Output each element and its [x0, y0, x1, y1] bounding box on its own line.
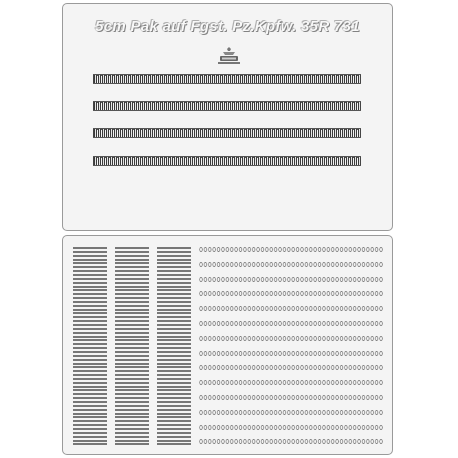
track-link-row [199, 262, 383, 267]
grouser-bar [73, 278, 107, 280]
grouser-bar [115, 339, 149, 341]
grouser-bar [115, 278, 149, 280]
track-link-row [199, 351, 383, 356]
grouser-bar [73, 305, 107, 307]
grouser-bar [157, 355, 191, 357]
grouser-bar [157, 289, 191, 291]
grouser-bar [157, 251, 191, 253]
grouser-bar [73, 282, 107, 284]
grouser-bar [115, 293, 149, 295]
track-link-row [199, 395, 383, 400]
track-link-row [199, 291, 383, 296]
grouser-bar [157, 301, 191, 303]
publisher-logo-icon [214, 46, 244, 66]
grouser-bar [115, 432, 149, 434]
grouser-bar [73, 343, 107, 345]
grouser-bar [115, 382, 149, 384]
grouser-bar [115, 274, 149, 276]
grouser-bar [157, 293, 191, 295]
grouser-bar [73, 405, 107, 407]
grouser-bar [115, 370, 149, 372]
grouser-bar [115, 378, 149, 380]
grouser-bar [115, 393, 149, 395]
grouser-bar [157, 247, 191, 249]
grouser-bar [73, 397, 107, 399]
track-link-row [199, 321, 383, 326]
grouser-bar [73, 424, 107, 426]
grouser-bar [73, 378, 107, 380]
grouser-bar [157, 278, 191, 280]
grouser-bar [73, 309, 107, 311]
grouser-bar [73, 274, 107, 276]
grouser-bar [115, 282, 149, 284]
track-link-row [199, 439, 383, 444]
grouser-bar [73, 382, 107, 384]
grouser-bar [73, 339, 107, 341]
grouser-bar [157, 343, 191, 345]
grouser-bar [115, 301, 149, 303]
grouser-bar [115, 286, 149, 288]
grouser-bar [157, 320, 191, 322]
track-strip [93, 74, 361, 84]
grouser-bar [73, 301, 107, 303]
grouser-bar [157, 389, 191, 391]
grouser-bar [115, 255, 149, 257]
grouser-bar [73, 389, 107, 391]
grouser-bar [115, 320, 149, 322]
track-link-row [199, 247, 383, 252]
grouser-bar [115, 355, 149, 357]
grouser-bar [115, 386, 149, 388]
grouser-bar [115, 359, 149, 361]
grouser-bar [115, 312, 149, 314]
grouser-bar [115, 305, 149, 307]
grouser-bar-grid [73, 247, 193, 447]
grouser-bar [157, 382, 191, 384]
grouser-bar [115, 266, 149, 268]
grouser-bar [157, 305, 191, 307]
grouser-bar [115, 409, 149, 411]
grouser-bar [157, 282, 191, 284]
grouser-bar [157, 351, 191, 353]
grouser-bar [115, 351, 149, 353]
grouser-bar [157, 424, 191, 426]
grouser-bar [157, 378, 191, 380]
grouser-bar [73, 332, 107, 334]
track-link-row [199, 425, 383, 430]
grouser-bar [73, 370, 107, 372]
grouser-bar [115, 343, 149, 345]
grouser-bar [73, 363, 107, 365]
grouser-bar [157, 386, 191, 388]
grouser-bar [157, 324, 191, 326]
grouser-bar [73, 413, 107, 415]
grouser-bar [115, 416, 149, 418]
track-link-row [199, 277, 383, 282]
grouser-bar [73, 320, 107, 322]
grouser-bar [73, 297, 107, 299]
grouser-bar [115, 397, 149, 399]
grouser-bar [73, 328, 107, 330]
grouser-bar [157, 339, 191, 341]
track-link-row [199, 380, 383, 385]
grouser-bar [157, 363, 191, 365]
grouser-bar [157, 347, 191, 349]
grouser-bar [157, 312, 191, 314]
grouser-bar [157, 405, 191, 407]
grouser-bar [157, 409, 191, 411]
grouser-bar [73, 351, 107, 353]
lower-fret-sheet [62, 235, 393, 455]
grouser-bar [157, 270, 191, 272]
grouser-bar [73, 440, 107, 442]
grouser-bar [157, 297, 191, 299]
grouser-bar [115, 374, 149, 376]
grouser-bar [115, 328, 149, 330]
grouser-bar [157, 370, 191, 372]
grouser-bar [157, 336, 191, 338]
grouser-bar [115, 262, 149, 264]
grouser-bar [157, 366, 191, 368]
grouser-bar [157, 401, 191, 403]
grouser-bar [157, 393, 191, 395]
grouser-bar [157, 332, 191, 334]
grouser-bar [157, 359, 191, 361]
grouser-bar [115, 413, 149, 415]
grouser-bar [115, 389, 149, 391]
grouser-bar [157, 397, 191, 399]
grouser-bar [157, 374, 191, 376]
grouser-bar [73, 432, 107, 434]
grouser-bar [157, 428, 191, 430]
grouser-bar [157, 328, 191, 330]
grouser-bar [73, 247, 107, 249]
grouser-bar [157, 316, 191, 318]
grouser-bar [115, 289, 149, 291]
grouser-bar [115, 443, 149, 445]
grouser-bar [115, 332, 149, 334]
upper-fret-sheet [62, 3, 393, 231]
grouser-bar [73, 366, 107, 368]
grouser-bar [115, 309, 149, 311]
grouser-bar [115, 363, 149, 365]
grouser-bar [73, 443, 107, 445]
grouser-bar [115, 436, 149, 438]
track-strip [93, 156, 361, 166]
track-link-row [199, 336, 383, 341]
grouser-bar [157, 262, 191, 264]
grouser-bar [73, 386, 107, 388]
grouser-bar [115, 366, 149, 368]
grouser-bar [73, 374, 107, 376]
grouser-bar [73, 312, 107, 314]
grouser-bar [73, 355, 107, 357]
track-strip [93, 101, 361, 111]
grouser-bar [157, 432, 191, 434]
grouser-bar [73, 270, 107, 272]
grouser-bar [115, 247, 149, 249]
grouser-bar [115, 440, 149, 442]
grouser-bar [73, 401, 107, 403]
sheet-title: 5cm Pak auf Fgst. Pz.Kpfw. 35R 731 [95, 18, 360, 35]
grouser-bar [73, 316, 107, 318]
grouser-bar [115, 336, 149, 338]
grouser-bar [73, 286, 107, 288]
grouser-bar [73, 289, 107, 291]
grouser-bar [115, 251, 149, 253]
grouser-bar [157, 413, 191, 415]
grouser-bar [73, 409, 107, 411]
track-link-row [199, 365, 383, 370]
grouser-bar [115, 405, 149, 407]
grouser-bar [157, 420, 191, 422]
track-link-grid [199, 247, 385, 447]
grouser-bar [157, 440, 191, 442]
grouser-bar [157, 266, 191, 268]
grouser-bar [157, 274, 191, 276]
grouser-bar [73, 428, 107, 430]
grouser-bar [157, 436, 191, 438]
track-strip [93, 128, 361, 138]
grouser-bar [157, 286, 191, 288]
grouser-bar [73, 416, 107, 418]
grouser-bar [73, 259, 107, 261]
grouser-bar [73, 420, 107, 422]
grouser-bar [157, 309, 191, 311]
grouser-bar [73, 393, 107, 395]
grouser-bar [73, 436, 107, 438]
grouser-bar [115, 270, 149, 272]
grouser-bar [157, 259, 191, 261]
grouser-bar [73, 251, 107, 253]
grouser-bar [157, 443, 191, 445]
grouser-bar [73, 347, 107, 349]
grouser-bar [115, 428, 149, 430]
track-link-row [199, 410, 383, 415]
grouser-bar [115, 420, 149, 422]
track-link-row [199, 306, 383, 311]
grouser-bar [115, 324, 149, 326]
grouser-bar [115, 297, 149, 299]
grouser-bar [115, 347, 149, 349]
grouser-bar [73, 255, 107, 257]
grouser-bar [157, 416, 191, 418]
grouser-bar [73, 262, 107, 264]
grouser-bar [73, 359, 107, 361]
grouser-bar [73, 266, 107, 268]
grouser-bar [73, 324, 107, 326]
grouser-bar [115, 401, 149, 403]
grouser-bar [73, 336, 107, 338]
grouser-bar [115, 424, 149, 426]
grouser-bar [73, 293, 107, 295]
grouser-bar [157, 255, 191, 257]
grouser-bar [115, 259, 149, 261]
grouser-bar [115, 316, 149, 318]
